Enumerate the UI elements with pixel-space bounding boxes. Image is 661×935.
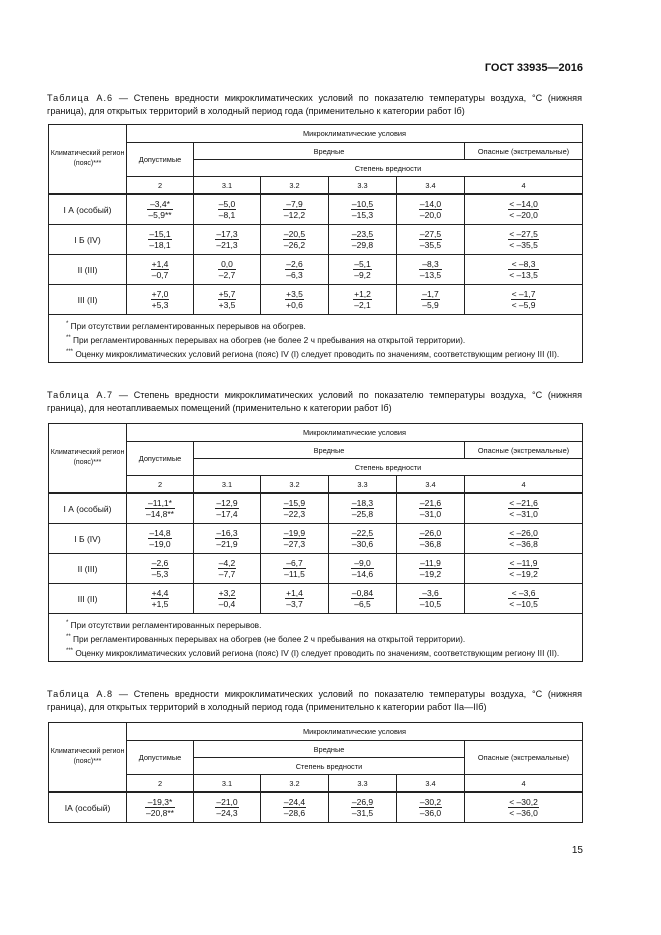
value-bottom: –17,4	[216, 509, 238, 519]
value-bottom: –13,5	[419, 270, 442, 280]
value-cell	[127, 584, 194, 614]
value-bottom: –21,3	[216, 240, 238, 250]
value-top: < –27,5	[509, 229, 538, 239]
value-top: –19,9	[283, 528, 306, 538]
value-top: –26,0	[419, 528, 442, 538]
value-bottom: –15,3	[351, 210, 374, 220]
footnote: ** При регламентированных перерывах на обогрев (не более 2 ч пребывания на открытой территории).	[66, 633, 466, 644]
value-cell	[261, 285, 329, 315]
class-header: 3.3	[329, 177, 397, 195]
dangerous-header: Опасные (экстремальные)	[465, 143, 583, 160]
value-bottom: –27,3	[283, 539, 306, 549]
table-row	[49, 285, 583, 315]
table-a8	[48, 722, 583, 823]
value-top: < –11,9	[509, 558, 538, 568]
dangerous-header: Опасные (экстремальные)	[465, 442, 583, 459]
value-top: < –1,7	[511, 289, 536, 299]
value-bottom: –10,5	[419, 599, 442, 609]
footnote: *** Оценку микроклиматических условий региона (пояс) IV (I) следует проводить по значениям, соответствующим региону III (II).	[66, 348, 560, 359]
value-bottom: < –19,2	[509, 569, 538, 579]
value-bottom: –5,9	[422, 300, 439, 310]
harmful-header: Вредные	[194, 741, 465, 758]
value-bottom: –20,8**	[146, 808, 174, 818]
micro-conditions-header: Микроклиматические условия	[127, 125, 583, 143]
degree-header: Степень вредности	[194, 758, 465, 775]
value-cell	[465, 285, 583, 315]
value-bottom: < –31,0	[509, 509, 538, 519]
value-cell	[397, 493, 465, 524]
class-header: 3.1	[194, 775, 261, 793]
value-cell	[127, 255, 194, 285]
document-header: ГОСТ 33935—2016	[484, 62, 583, 74]
permissible-header: Допустимые	[127, 442, 194, 476]
harmful-header: Вредные	[194, 143, 465, 160]
value-bottom: –31,0	[419, 509, 442, 519]
table-row	[49, 524, 583, 554]
value-bottom: –9,2	[354, 270, 371, 280]
class-header: 3.1	[194, 476, 261, 494]
value-bottom: < –13,5	[509, 270, 538, 280]
value-cell	[465, 524, 583, 554]
value-top: –24,4	[283, 797, 306, 807]
table-caption-text: — Степень вредности микроклиматических условий по показателю температуры воздуха, °С (нижняя граница), для открытых территорий в холодный период года (применительно к категории работ Iб)	[47, 93, 582, 116]
value-cell	[329, 194, 397, 225]
value-cell	[329, 255, 397, 285]
class-header: 4	[465, 476, 583, 494]
value-top: +1,4	[286, 588, 303, 598]
value-top: –8,3	[419, 259, 442, 270]
value-bottom: –30,6	[351, 539, 374, 549]
value-bottom: < –35,5	[509, 240, 538, 250]
value-cell	[261, 493, 329, 524]
class-header: 3.3	[329, 476, 397, 494]
value-cell	[261, 255, 329, 285]
value-bottom: –0,7	[151, 270, 169, 280]
value-cell	[329, 792, 397, 823]
class-header: 3.4	[397, 177, 465, 195]
value-top: –7,9	[283, 199, 306, 210]
region-cell: I Б (IV)	[49, 524, 127, 554]
value-bottom: –14,8**	[146, 509, 174, 519]
class-header: 2	[127, 177, 194, 195]
value-top: +1,2	[354, 289, 371, 299]
value-top: –9,0	[351, 558, 374, 569]
value-cell	[329, 584, 397, 614]
value-top: +1,4	[151, 259, 169, 269]
value-cell	[397, 194, 465, 225]
value-top: –20,5	[283, 229, 306, 239]
value-bottom: –14,6	[351, 569, 374, 579]
value-top: –12,9	[216, 498, 238, 508]
region-header: Климатический регион (пояс)***	[49, 723, 127, 793]
value-bottom: –29,8	[351, 240, 374, 250]
value-top: 0,0	[218, 259, 237, 270]
table-label: Таблица А.6	[47, 93, 114, 103]
region-header: Климатический регион (пояс)***	[49, 125, 127, 195]
value-top: –4,2	[218, 558, 236, 568]
table-row	[49, 194, 583, 225]
value-bottom: –6,3	[286, 270, 303, 280]
value-cell	[127, 554, 194, 584]
page-number: 15	[571, 845, 583, 856]
value-top: < –30,2	[509, 797, 538, 807]
value-top: < –26,0	[509, 528, 538, 538]
value-bottom: –24,3	[216, 808, 238, 818]
region-cell: III (II)	[49, 584, 127, 614]
value-cell	[465, 194, 583, 225]
value-top: –0,84	[351, 588, 374, 598]
value-bottom: –7,7	[218, 569, 236, 579]
value-bottom: +3,5	[218, 300, 236, 310]
value-bottom: < –36,0	[509, 808, 538, 818]
class-header: 3.1	[194, 177, 261, 195]
value-bottom: –18,1	[149, 240, 171, 250]
value-top: –3,6	[419, 588, 442, 599]
value-cell	[127, 493, 194, 524]
value-top: –14,0	[419, 199, 442, 209]
value-cell	[194, 194, 261, 225]
footnote: ** При регламентированных перерывах на обогрев (не более 2 ч пребывания на открытой территории).	[66, 334, 466, 345]
value-bottom: –0,4	[218, 599, 236, 609]
value-cell	[127, 194, 194, 225]
value-cell	[127, 285, 194, 315]
table-row	[49, 584, 583, 614]
value-cell	[127, 792, 194, 823]
footnote: * При отсутствии регламентированных перерывов на обогрев.	[66, 320, 306, 331]
class-header: 3.3	[329, 775, 397, 793]
value-cell	[465, 255, 583, 285]
footnotes	[49, 315, 583, 363]
value-bottom: +0,6	[286, 300, 303, 310]
value-top: –14,8	[149, 528, 171, 538]
value-cell	[397, 285, 465, 315]
permissible-header: Допустимые	[127, 741, 194, 775]
value-cell	[261, 792, 329, 823]
value-top: +4,4	[151, 588, 169, 598]
value-top: –27,5	[419, 229, 442, 239]
value-cell	[329, 493, 397, 524]
table-label: Таблица А.8	[47, 689, 114, 699]
value-cell	[261, 584, 329, 614]
value-top: +3,2	[218, 588, 236, 598]
value-top: –2,6	[286, 259, 303, 269]
region-cell: II (III)	[49, 255, 127, 285]
table-label: Таблица А.7	[47, 390, 114, 400]
value-bottom: –28,6	[283, 808, 306, 818]
value-cell	[194, 285, 261, 315]
degree-header: Степень вредности	[194, 160, 583, 177]
class-header: 3.2	[261, 476, 329, 494]
value-bottom: –11,5	[284, 569, 305, 579]
value-bottom: –36,0	[419, 808, 442, 818]
value-bottom: –5,9**	[148, 210, 172, 220]
value-cell	[397, 255, 465, 285]
region-cell: II (III)	[49, 554, 127, 584]
value-top: < –21,6	[509, 498, 538, 508]
region-cell: I А (особый)	[49, 493, 127, 524]
value-bottom: –2,7	[218, 270, 236, 280]
class-header: 3.4	[397, 775, 465, 793]
value-cell	[261, 524, 329, 554]
dangerous-header: Опасные (экстремальные)	[465, 741, 583, 775]
value-bottom: –19,2	[419, 569, 442, 579]
value-bottom: < –10,5	[509, 599, 538, 609]
value-top: +5,7	[218, 289, 236, 299]
value-bottom: –5,3	[151, 569, 169, 579]
value-bottom: –35,5	[419, 240, 442, 250]
value-bottom: < –20,0	[509, 210, 538, 220]
value-cell	[465, 554, 583, 584]
value-top: < –14,0	[509, 199, 538, 209]
value-bottom: –19,0	[149, 539, 171, 549]
value-bottom: –12,2	[283, 210, 306, 220]
table-row	[49, 225, 583, 255]
value-top: –1,7	[422, 289, 439, 299]
class-header: 2	[127, 775, 194, 793]
class-header: 3.2	[261, 177, 329, 195]
value-top: –15,9	[283, 498, 306, 508]
value-cell	[465, 584, 583, 614]
value-bottom: –31,5	[351, 808, 374, 818]
value-top: –22,5	[351, 528, 374, 538]
table-caption-text: — Степень вредности микроклиматических условий по показателю температуры воздуха, °С (нижняя граница), для неотапливаемых помещений (применительно к категории работ Iб)	[47, 390, 582, 413]
value-cell	[397, 524, 465, 554]
value-bottom: –36,8	[419, 539, 442, 549]
value-top: –17,3	[216, 229, 238, 239]
value-top: –19,3*	[145, 797, 175, 808]
table-caption-text: — Степень вредности микроклиматических условий по показателю температуры воздуха, °С (нижняя граница), для открытых территорий в холодный период года (применительно к категории работ IIа—IIб)	[47, 689, 582, 712]
value-bottom: –25,8	[351, 509, 374, 519]
value-top: –11,1*	[145, 498, 175, 509]
table-row	[49, 255, 583, 285]
value-top: –6,7	[283, 558, 306, 569]
footnotes	[49, 614, 583, 662]
value-bottom: < –5,9	[511, 300, 536, 310]
value-cell	[329, 554, 397, 584]
micro-conditions-header: Микроклиматические условия	[127, 424, 583, 442]
value-cell	[397, 792, 465, 823]
table-a7	[48, 423, 583, 662]
value-bottom: –8,1	[218, 210, 236, 220]
micro-conditions-header: Микроклиматические условия	[127, 723, 583, 741]
value-bottom: +5,3	[151, 300, 169, 310]
region-cell: IА (особый)	[49, 792, 127, 823]
value-top: –11,9	[420, 558, 441, 568]
value-top: –18,3	[351, 498, 374, 508]
value-bottom: –22,3	[283, 509, 306, 519]
table-a7-caption	[47, 389, 582, 415]
degree-header: Степень вредности	[194, 459, 583, 476]
value-top: < –3,6	[508, 588, 539, 599]
harmful-header: Вредные	[194, 442, 465, 459]
value-cell	[194, 225, 261, 255]
value-top: +3,5	[286, 289, 303, 299]
value-cell	[465, 225, 583, 255]
table-row	[49, 792, 583, 823]
value-cell	[127, 225, 194, 255]
value-top: –16,3	[216, 528, 238, 538]
value-cell	[329, 524, 397, 554]
value-bottom: –21,9	[216, 539, 238, 549]
value-cell	[329, 225, 397, 255]
class-header: 2	[127, 476, 194, 494]
value-cell	[194, 524, 261, 554]
value-top: –30,2	[419, 797, 442, 807]
value-cell	[465, 792, 583, 823]
region-header: Климатический регион (пояс)***	[49, 424, 127, 494]
table-a6-caption	[47, 92, 582, 118]
class-header: 4	[465, 177, 583, 195]
table-a8-caption	[47, 688, 582, 714]
value-top: –21,0	[216, 797, 238, 807]
value-cell	[397, 225, 465, 255]
value-cell	[194, 792, 261, 823]
class-header: 3.2	[261, 775, 329, 793]
value-cell	[127, 524, 194, 554]
value-top: –26,9	[351, 797, 374, 807]
value-top: –10,5	[351, 199, 374, 209]
value-cell	[194, 584, 261, 614]
value-top: –23,5	[351, 229, 374, 239]
value-cell	[194, 255, 261, 285]
value-bottom: –6,5	[354, 599, 371, 609]
value-top: –15,1	[149, 229, 171, 239]
value-bottom: –3,7	[286, 599, 303, 609]
value-cell	[261, 194, 329, 225]
value-cell	[397, 554, 465, 584]
value-bottom: –20,0	[419, 210, 442, 220]
value-top: –21,6	[419, 498, 442, 508]
value-cell	[194, 493, 261, 524]
region-cell: I А (особый)	[49, 194, 127, 225]
value-cell	[465, 493, 583, 524]
value-cell	[397, 584, 465, 614]
value-top: –3,4*	[147, 199, 172, 210]
value-bottom: –2,1	[354, 300, 371, 310]
value-top: –5,0	[218, 199, 236, 209]
value-top: +7,0	[151, 289, 169, 299]
value-cell	[261, 225, 329, 255]
table-row	[49, 493, 583, 524]
value-cell	[261, 554, 329, 584]
footnote: *** Оценку микроклиматических условий региона (пояс) IV (I) следует проводить по значениям, соответствующим региону III (II).	[66, 647, 560, 658]
value-bottom: –26,2	[283, 240, 306, 250]
footnote: * При отсутствии регламентированных перерывов.	[66, 619, 262, 630]
value-bottom: < –36,8	[509, 539, 538, 549]
table-row	[49, 554, 583, 584]
region-cell: I Б (IV)	[49, 225, 127, 255]
value-cell	[194, 554, 261, 584]
class-header: 3.4	[397, 476, 465, 494]
value-top: –5,1	[354, 259, 371, 269]
permissible-header: Допустимые	[127, 143, 194, 177]
table-a6	[48, 124, 583, 363]
value-top: –2,6	[151, 558, 169, 568]
value-bottom: +1,5	[151, 599, 169, 609]
value-top: < –8,3	[508, 259, 539, 270]
region-cell: III (II)	[49, 285, 127, 315]
value-cell	[329, 285, 397, 315]
class-header: 4	[465, 775, 583, 793]
